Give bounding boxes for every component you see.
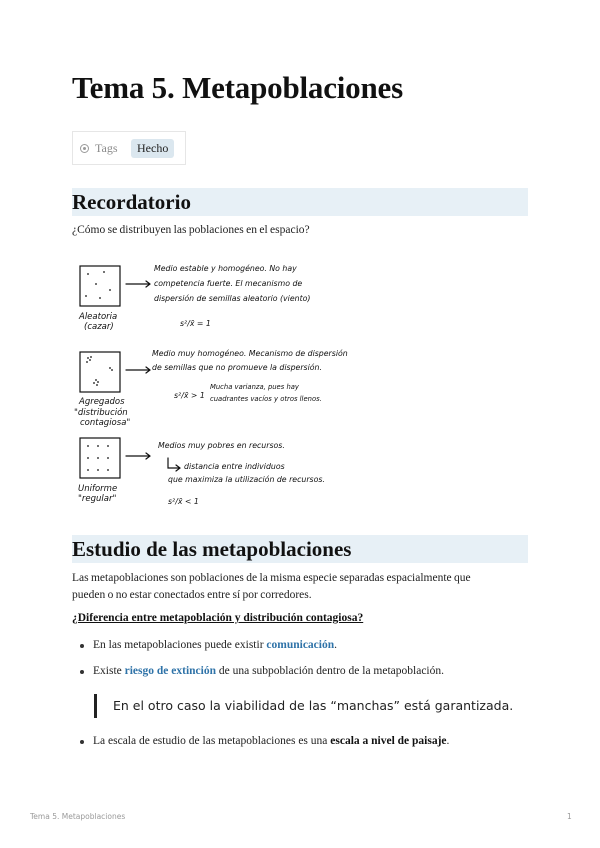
aggregated-label-3: contagiosa" bbox=[80, 418, 131, 428]
footer-title: Tema 5. Metapoblaciones bbox=[30, 812, 126, 821]
bullet-dot bbox=[80, 670, 84, 674]
random-label-1: Aleatoria bbox=[79, 312, 118, 322]
uniform-note-3: que maximiza la utilización de recursos. bbox=[168, 475, 325, 484]
uniform-arrow bbox=[126, 453, 150, 459]
footer-page-number: 1 bbox=[567, 812, 572, 821]
distribution-question: ¿Cómo se distribuyen las poblaciones en el espacio? bbox=[72, 224, 310, 236]
aggregated-label-1: Agregados bbox=[79, 397, 125, 407]
uniform-sub-arrow bbox=[168, 458, 180, 471]
random-note-2: competencia fuerte. El mecanismo de bbox=[154, 279, 303, 288]
document-page: Tema 5. Metapoblaciones Tags Hecho Recordatorio ¿Cómo se distribuyen las poblaciones en el espacio? Aleatoria (cazar) Agregados "distribución contagiosa" Uniforme "regular" Medio estable y homogéneo. No hay competencia fuerte. El mecanismo de dispersión de semillas aleatorio (viento) s²/x̄ = 1 Medio muy homogéneo. Mecanismo de dispersión de semillas que no promueve la dispersión. s²/x̄ > 1 Mucha varianza, pues hay cuadrantes vacíos y otros llenos. Medios muy pobres en recursos. distancia entre individuos que maximiza la utilización de recursos. s²/x̄ < 1 Estudio de las metapoblaciones Las metapoblaciones son poblaciones de la misma especie separadas espacialmente que pueden o no estar conectados entre sí por corredores. ¿Diferencia entre metapoblación y distribución contagiosa? En las metapoblaciones puede existir comunicación. Existe riesgo de extinción de una subpoblación dentro de la metapoblación. En el otro caso la viabilidad de las “manchas” está garantizada. La escala de estudio de las metapoblaciones es una escala a nivel de paisaje. Tema 5. Metapoblaciones 1 bbox=[30, 70, 572, 821]
tag-icon bbox=[80, 144, 89, 153]
section-heading-estudio bbox=[72, 535, 528, 563]
subquestion: ¿Diferencia entre metapoblación y distribución contagiosa? bbox=[72, 612, 364, 624]
random-note-1: Medio estable y homogéneo. No hay bbox=[154, 264, 297, 273]
section-heading-recordatorio bbox=[72, 188, 528, 216]
uniform-label-1: Uniforme bbox=[78, 484, 118, 494]
aggregated-arrow bbox=[126, 367, 150, 373]
riesgo-highlight: riesgo de extinción bbox=[124, 665, 216, 677]
uniform-quadrat-box bbox=[80, 438, 120, 478]
aggregated-formula: s²/x̄ > 1 bbox=[174, 391, 205, 400]
blockquote: En el otro caso la viabilidad de las “manchas” está garantizada. bbox=[94, 694, 513, 718]
aggregated-note-1: Medio muy homogéneo. Mecanismo de dispersión bbox=[152, 349, 348, 358]
uniform-note-1: Medios muy pobres en recursos. bbox=[158, 441, 285, 450]
random-quadrat-box bbox=[80, 266, 120, 306]
random-arrow bbox=[126, 281, 150, 287]
random-note-3: dispersión de semillas aleatorio (viento) bbox=[154, 294, 311, 303]
random-label-2: (cazar) bbox=[84, 322, 114, 332]
comunicacion-highlight: comunicación bbox=[266, 639, 335, 651]
bullet-dot bbox=[80, 644, 84, 648]
page-title: Tema 5. Metapoblaciones bbox=[72, 70, 403, 105]
heading-estudio-text: Estudio de las metapoblaciones bbox=[72, 537, 352, 561]
distribution-sketch bbox=[72, 258, 372, 518]
intro-line-2: pueden o no estar conectados entre sí por corredores. bbox=[72, 589, 312, 601]
aggregated-dots bbox=[86, 356, 113, 386]
aggregated-label-2: "distribución bbox=[74, 408, 128, 418]
tags-label: Tags bbox=[95, 141, 118, 155]
heading-recordatorio-text: Recordatorio bbox=[72, 190, 191, 214]
tag-chip[interactable]: Hecho bbox=[131, 139, 174, 158]
intro-line-1: Las metapoblaciones son poblaciones de la misma especie separadas espacialmente que bbox=[72, 572, 471, 584]
aggregated-note-2: de semillas que no promueve la dispersión. bbox=[152, 363, 322, 372]
paisaje-bold: escala a nivel de paisaje bbox=[330, 735, 447, 747]
uniform-note-2: distancia entre individuos bbox=[184, 462, 285, 471]
aggregated-detail-2: cuadrantes vacíos y otros llenos. bbox=[210, 395, 322, 403]
uniform-formula: s²/x̄ < 1 bbox=[168, 497, 199, 506]
random-dots bbox=[85, 271, 111, 299]
aggregated-quadrat-box bbox=[80, 352, 120, 392]
uniform-label-2: "regular" bbox=[78, 494, 117, 504]
uniform-dots bbox=[87, 445, 109, 471]
random-formula: s²/x̄ = 1 bbox=[180, 319, 211, 328]
properties-box bbox=[72, 131, 186, 165]
bullet-dot bbox=[80, 740, 84, 744]
aggregated-detail-1: Mucha varianza, pues hay bbox=[210, 383, 299, 391]
